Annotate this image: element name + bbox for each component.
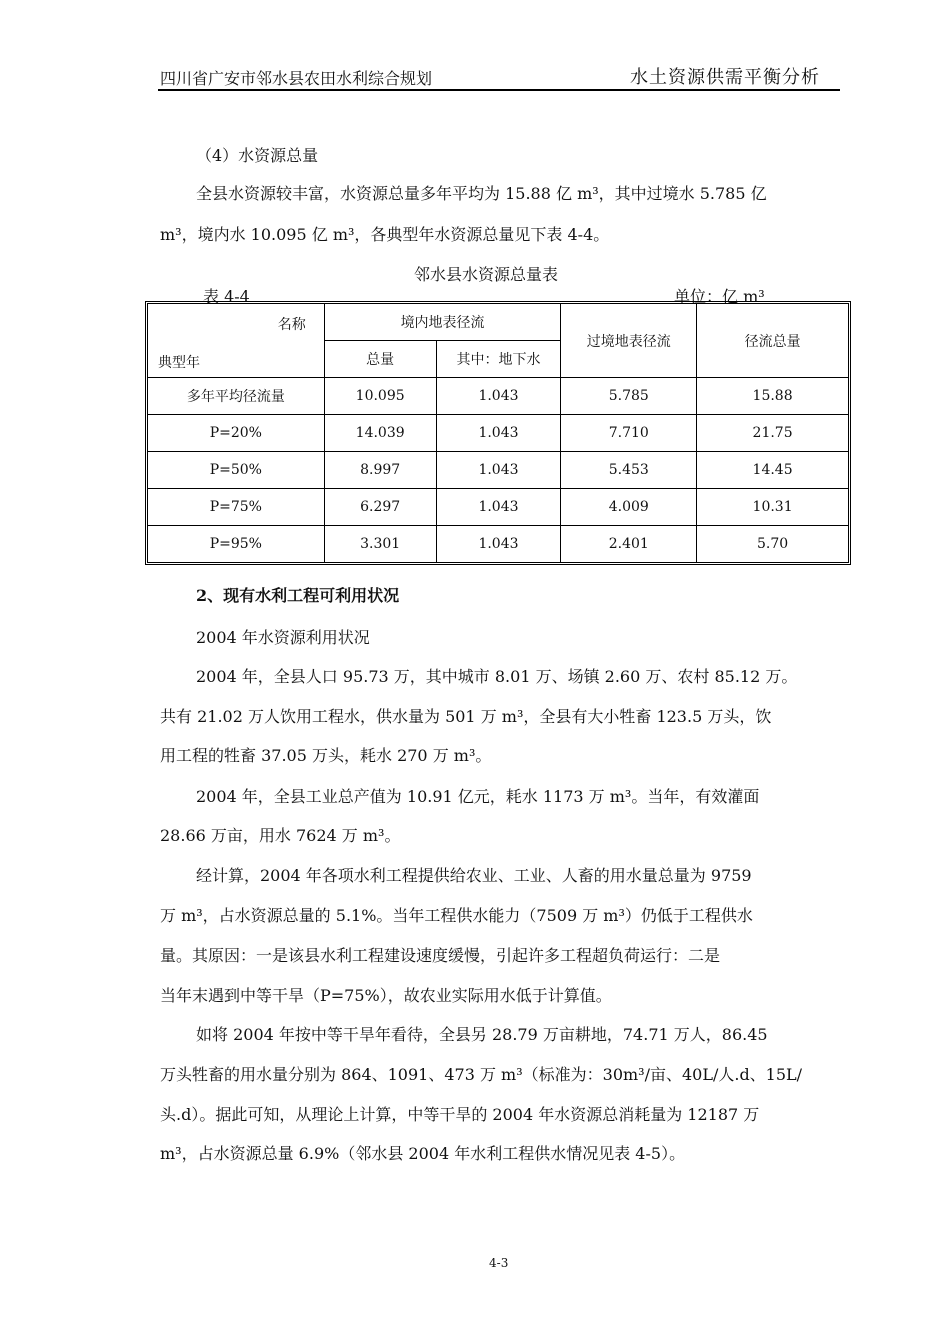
table-row (148, 378, 849, 415)
water-resources-table (147, 303, 849, 563)
table-unit: 单位：亿 m³ (674, 287, 765, 306)
section-2-title: 2、现有水利工程可利用状况 (196, 586, 400, 605)
cell-total: 10.095 (324, 378, 436, 415)
cell-groundwater: 1.043 (436, 378, 561, 415)
paragraph-line: m³，占水资源总量 6.9%（邻水县 2004 年水利工程供水情况见表 4-5）。 (160, 1144, 686, 1163)
section-4-title: （4）水资源总量 (196, 146, 319, 165)
table-row (148, 415, 849, 452)
paragraph-line: 如将 2004 年按中等干旱年看待，全县另 28.79 万亩耕地，74.71 万人，86.45 (196, 1025, 768, 1044)
paragraph-line: m³，境内水 10.095 亿 m³，各典型年水资源总量见下表 4-4。 (160, 225, 610, 244)
cell-groundwater: 1.043 (436, 526, 561, 563)
row-label: 多年平均径流量 (148, 378, 325, 415)
row-label: P=95% (148, 526, 325, 563)
section-2-subtitle: 2004 年水资源利用状况 (196, 628, 370, 647)
page-number: 4-3 (489, 1256, 509, 1270)
corner-label-year: 典型年 (158, 355, 200, 371)
paragraph-line: 当年末遇到中等干旱（P=75%），故农业实际用水低于计算值。 (160, 986, 612, 1005)
paragraph-line: 28.66 万亩，用水 7624 万 m³。 (160, 826, 401, 845)
paragraph-line: 经计算，2004 年各项水利工程提供给农业、工业、人畜的用水量总量为 9759 (196, 866, 752, 885)
header-left-title: 四川省广安市邻水县农田水利综合规划 (160, 69, 433, 88)
cell-total: 14.039 (324, 415, 436, 452)
row-label: P=20% (148, 415, 325, 452)
group-header-inland-runoff: 境内地表径流 (324, 304, 561, 341)
cell-transit: 5.785 (561, 378, 697, 415)
header-right-title: 水土资源供需平衡分析 (630, 67, 820, 88)
table-number: 表 4-4 (203, 287, 250, 306)
cell-runoff: 15.88 (697, 378, 849, 415)
cell-runoff: 10.31 (697, 489, 849, 526)
corner-label-name: 名称 (277, 317, 306, 333)
cell-total: 8.997 (324, 452, 436, 489)
cell-total: 3.301 (324, 526, 436, 563)
header-divider (158, 89, 840, 91)
paragraph-line: 全县水资源较丰富，水资源总量多年平均为 15.88 亿 m³，其中过境水 5.785 亿 (196, 184, 767, 203)
paragraph-line: 用工程的牲畜 37.05 万头，耗水 270 万 m³。 (160, 746, 492, 765)
paragraph-line: 2004 年，全县工业总产值为 10.91 亿元，耗水 1173 万 m³。当年，有效灌面 (196, 787, 760, 806)
row-label: P=50% (148, 452, 325, 489)
cell-groundwater: 1.043 (436, 489, 561, 526)
cell-runoff: 21.75 (697, 415, 849, 452)
cell-total: 6.297 (324, 489, 436, 526)
cell-runoff: 14.45 (697, 452, 849, 489)
table-row (148, 526, 849, 563)
paragraph-line: 共有 21.02 万人饮用工程水，供水量为 501 万 m³，全县有大小牲畜 123.5 万头，饮 (160, 707, 772, 726)
cell-groundwater: 1.043 (436, 452, 561, 489)
paragraph-line: 2004 年，全县人口 95.73 万，其中城市 8.01 万、场镇 2.60 万、农村 85.12 万。 (196, 667, 798, 686)
cell-groundwater: 1.043 (436, 415, 561, 452)
table-title: 邻水县水资源总量表 (414, 265, 559, 284)
column-header-total: 总量 (324, 341, 436, 378)
column-header-groundwater: 其中：地下水 (436, 341, 561, 378)
paragraph-line: 万头牲畜的用水量分别为 864、1091、473 万 m³（标准为：30m³/亩、40L/人.d、15L/ (160, 1065, 803, 1084)
column-header-transit-runoff: 过境地表径流 (561, 304, 697, 378)
paragraph-line: 万 m³，占水资源总量的 5.1%。当年工程供水能力（7509 万 m³）仍低于工程供水 (160, 906, 753, 925)
row-label: P=75% (148, 489, 325, 526)
paragraph-line: 量。其原因：一是该县水利工程建设速度缓慢，引起许多工程超负荷运行：二是 (160, 946, 721, 965)
table-row (148, 452, 849, 489)
cell-transit: 5.453 (561, 452, 697, 489)
cell-transit: 2.401 (561, 526, 697, 563)
cell-runoff: 5.70 (697, 526, 849, 563)
column-header-total-runoff: 径流总量 (697, 304, 849, 378)
table-row (148, 489, 849, 526)
cell-transit: 4.009 (561, 489, 697, 526)
cell-transit: 7.710 (561, 415, 697, 452)
paragraph-line: 头.d）。据此可知，从理论上计算，中等干旱的 2004 年水资源总消耗量为 12187 万 (160, 1105, 760, 1124)
table-corner-header (148, 304, 325, 378)
